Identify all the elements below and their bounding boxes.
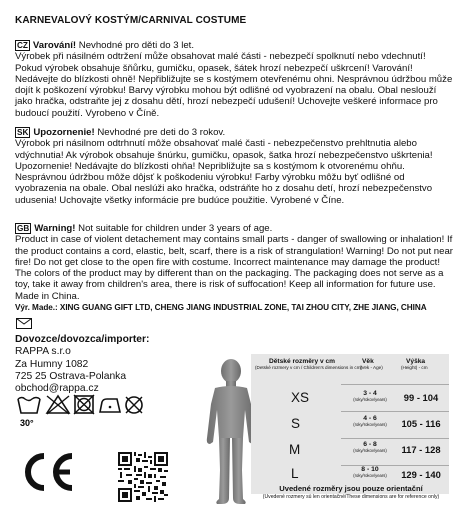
language-flag-gb: GB xyxy=(17,224,30,233)
do-not-dry-clean-icon xyxy=(126,397,142,413)
importer-block xyxy=(15,334,149,395)
height-value: 129 - 140 xyxy=(401,469,441,480)
language-flag-sk: SK xyxy=(17,128,29,137)
height-value: 105 - 116 xyxy=(401,418,441,429)
warning-heading-gb: Warning! xyxy=(34,223,76,234)
age-value: 8 - 10 xyxy=(361,466,379,473)
size-note-sub: (Uvedené rozmery sú len orientačné/These dimensions are for reference only) xyxy=(262,494,440,500)
size-label-m: M xyxy=(289,442,301,457)
age-header-sub: (Vek - Age) xyxy=(360,365,383,370)
ce-mark-icon xyxy=(22,452,78,492)
size-note: Uvedené rozměry jsou pouze orientační xyxy=(279,484,423,493)
size-label-xs: XS xyxy=(291,390,310,405)
size-table-header: Dětské rozměry v cm xyxy=(269,358,335,365)
warning-lead-sk: Nevhodné pre deti do 3 rokov. xyxy=(94,127,226,138)
height-header: Výška xyxy=(406,358,426,365)
envelope-icon xyxy=(16,318,32,329)
iron-low-icon xyxy=(100,399,120,412)
warning-heading-sk: Upozornenie! xyxy=(33,127,95,138)
importer-line: RAPPA s.r.o xyxy=(15,346,71,358)
language-flag-cz: CZ xyxy=(17,41,28,50)
warning-body-sk: Výrobok pri násilnom odtrhnutí môže obsahovať malé časti - nebezpečenstvo prehltnutia alebo vdýchnutia! Ak výrobok obsahuje šnúrku, gumičku, opasok, šatka hrozí nebezpečenstvo uškrtenia! Upozornenie! Nedávajte do blízkosti ohňa! Nepribližujte sa s kostýmom k otvorenému ohňu. Nesprávnou údržbou môže dôjsť k poškodeniu výrobku! Farby výrobku môžu byť odlišné od vyobrazenia na obale. Obal neslúži ako hračka, odstráňte ho z dosahu detí, hrozí nebezpečenstvo udusenia! Uchovajte všetky informácie pre budúce použitie. Vyrobené v Číne. xyxy=(15,138,433,206)
label-title: KARNEVALOVÝ KOSTÝM/CARNIVAL COSTUME xyxy=(15,15,247,26)
warning-body-cz: Výrobek při násilném odtržení může obsahovat malé části - nebezpečí spolknutí nebo vdechnutí! Pokud výrobek obsahuje šňůrku, gumičku, opasek, šátek hrozí nebezpečí uškrcení! Varování! Nedávejte do blízkosti ohně! Nepřibližujte se s kostýmem otevřenému ohni. Nesprávnou údržbou může dojít k poškození výrobku! Barvy výrobku mohou být odlišné od vyobrazení na obalu. Obal neslouží jako hračka, odstraňte jej z dosahu dětí, hrozí nebezpečí udušení! Uchovejte veškeré informace pro budoucí použití. Vyrobeno v Číně. xyxy=(15,51,453,119)
size-label-s: S xyxy=(291,416,301,431)
warning-heading-cz: Varování! xyxy=(32,40,77,51)
age-unit: (roky/rokov/years) xyxy=(353,448,387,453)
hand-wash-icon xyxy=(18,398,40,414)
importer-line: 725 25 Ostrava-Polanka xyxy=(15,370,127,382)
do-not-tumble-dry-icon xyxy=(74,395,94,414)
manufacturer-line: Výr. Made.: XING GUANG GIFT LTD, CHENG JIANG INDUSTRIAL ZONE, TAI ZHOU CITY, ZHE JIANG, CHINA xyxy=(15,303,427,312)
age-header: Věk xyxy=(362,358,374,365)
height-value: 99 - 104 xyxy=(403,392,439,403)
age-value: 6 - 8 xyxy=(363,441,377,448)
importer-line: Za Humny 1082 xyxy=(15,358,89,370)
height-header-sub: (Height) - cm xyxy=(401,365,428,370)
wash-temperature: 30° xyxy=(20,418,34,428)
age-value: 3 - 4 xyxy=(363,390,377,397)
importer-label: Dovozce/dovozca/importer: xyxy=(15,334,150,345)
warning-lead-gb: Not suitable for children under 3 years of age. xyxy=(75,223,273,234)
warning-body-gb: Product in case of violent detachement may contains small parts - danger of swallowing or inhalation! If the product contains a cord, elastic, belt, scarf, there is a risk of strangulation! Warning! Do not put near fire! Do not get close to the open fire with costume. Incorrect maintenance may damage the product! The colors of the product may by different than on the packaging. The packaging does not serve as a toy, take it away from children's area, there is risk of suffocation! Keep all information for future use. Made in China. xyxy=(15,234,453,302)
warning-section-cz xyxy=(15,40,453,119)
age-unit: (roky/rokov/years) xyxy=(353,397,387,402)
age-unit: (roky/rokov/years) xyxy=(353,473,387,478)
warning-lead-cz: Nevhodné pro děti do 3 let. xyxy=(76,40,194,51)
age-value: 4 - 6 xyxy=(363,415,377,422)
size-table-header-sub: (Detské rozmery v cm / Children's dimensions in cm) xyxy=(255,365,363,370)
care-symbols xyxy=(17,393,147,434)
qr-code-icon xyxy=(118,452,168,502)
do-not-bleach-icon xyxy=(47,396,69,414)
size-label-l: L xyxy=(291,466,299,481)
size-table xyxy=(251,354,449,508)
warning-section-sk xyxy=(15,127,453,206)
warning-section-gb xyxy=(15,223,453,302)
height-value: 117 - 128 xyxy=(401,444,441,455)
age-unit: (roky/rokov/years) xyxy=(353,422,387,427)
importer-email: obchod@rappa.cz xyxy=(15,383,99,395)
